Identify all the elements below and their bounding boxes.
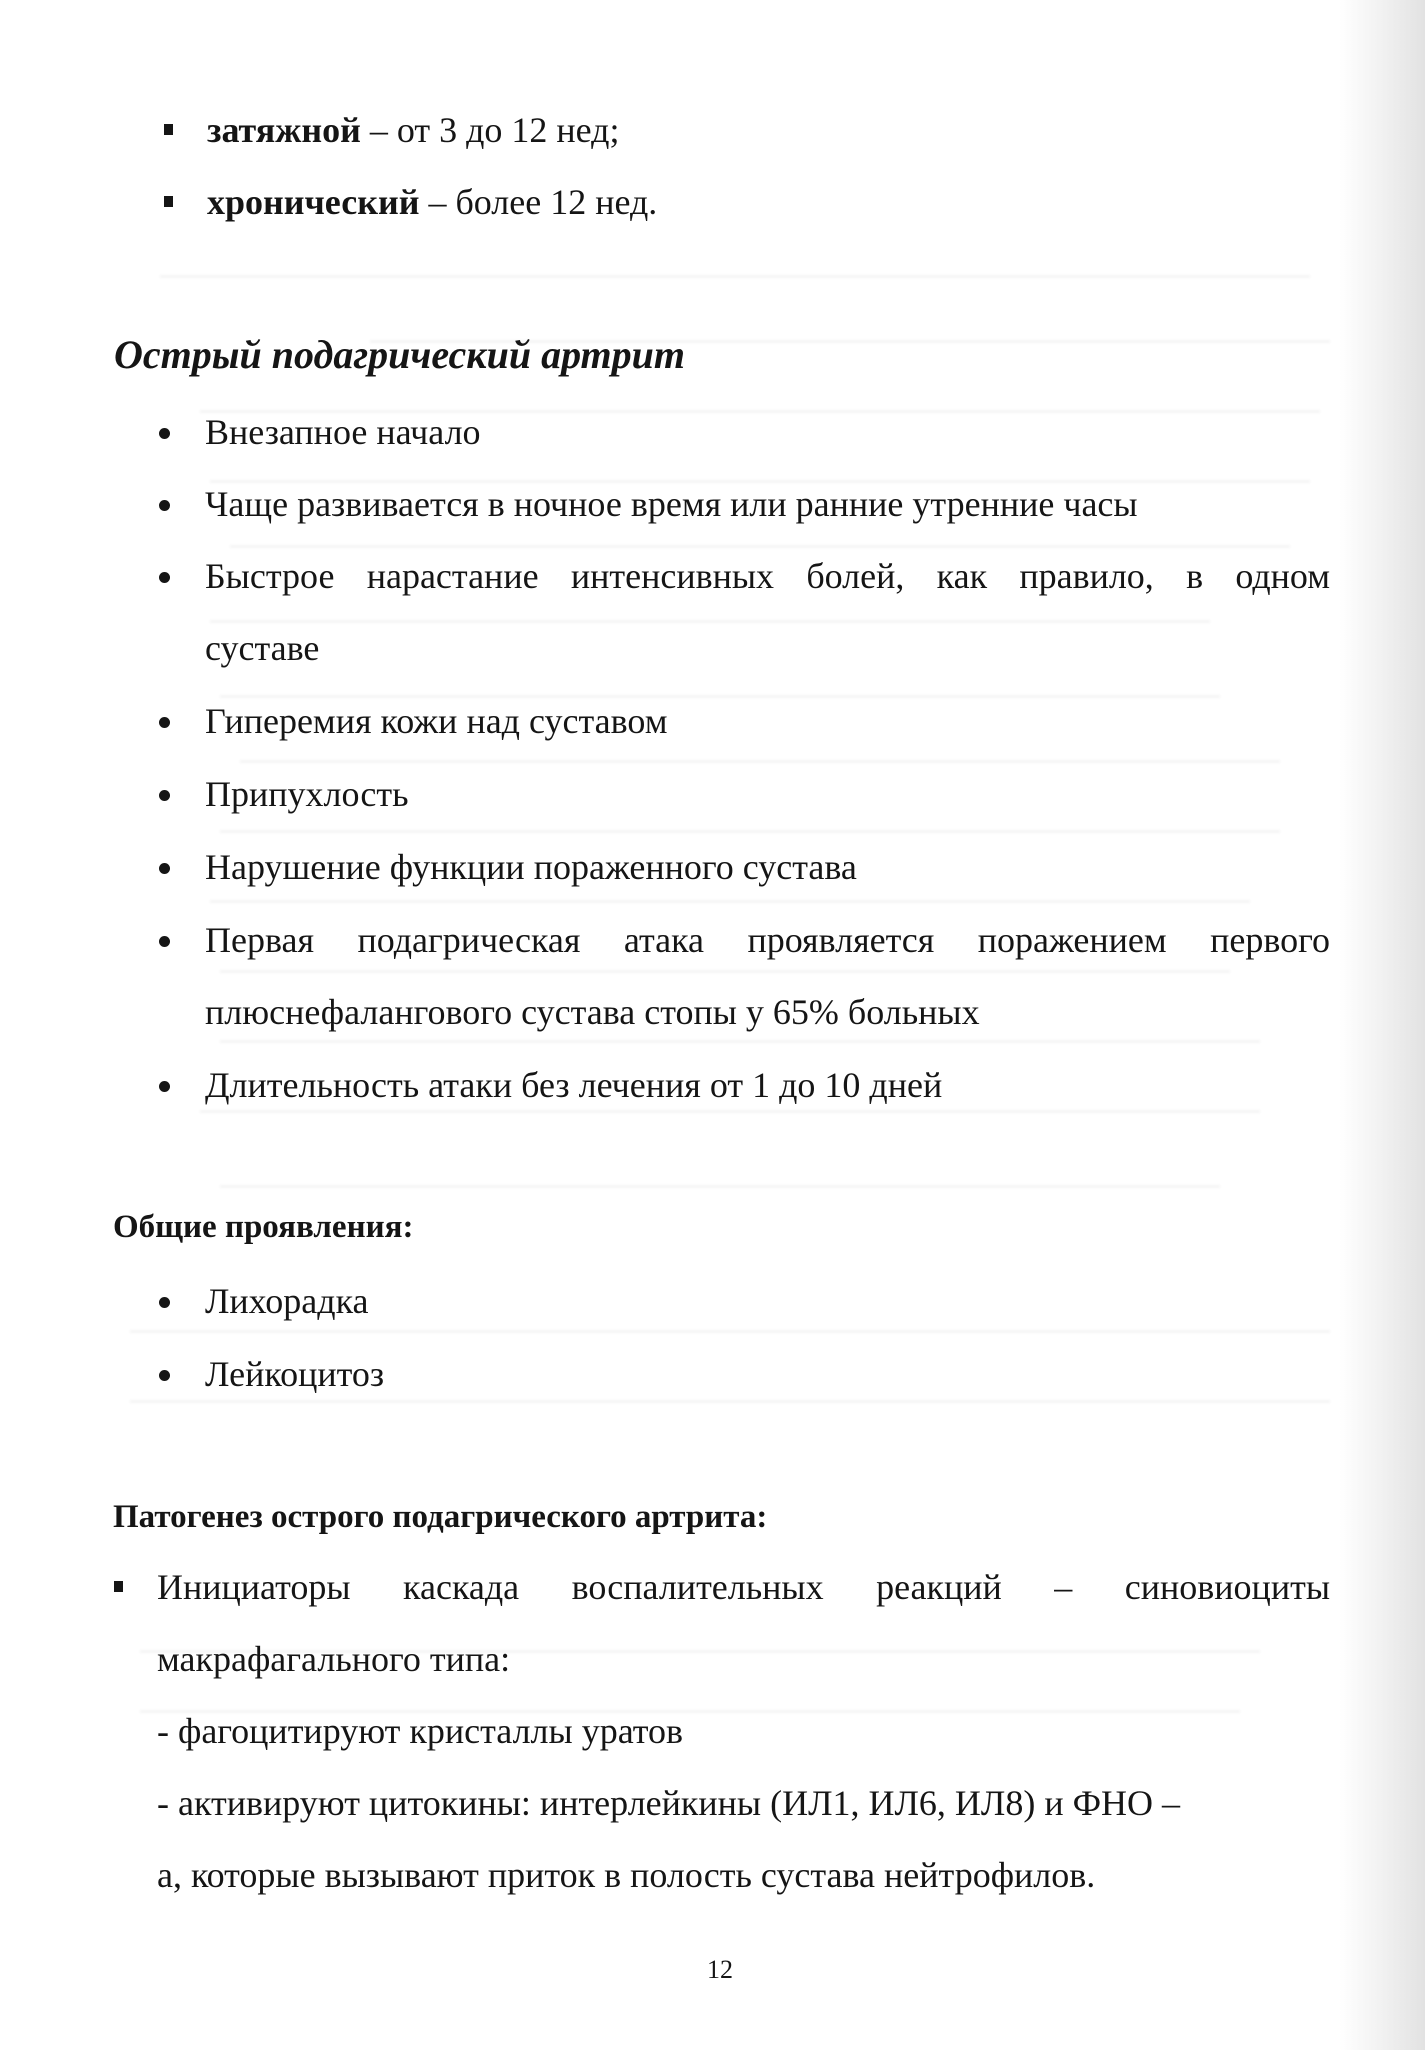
list-item: Гиперемия кожи над суставом (205, 701, 668, 741)
square-bullet-icon (114, 1581, 123, 1592)
paragraph-line: - активируют цитокины: интерлейкины (ИЛ1, ИЛ6, ИЛ8) и ФНО – (157, 1783, 1181, 1823)
page-number: 12 (707, 1955, 733, 1984)
term-prolonged-desc: – от 3 до 12 нед; (360, 110, 620, 150)
round-bullet-icon (159, 863, 170, 874)
paragraph-line: - фагоцитируют кристаллы уратов (157, 1711, 683, 1751)
round-bullet-icon (159, 428, 170, 439)
round-bullet-icon (159, 1081, 170, 1092)
term-prolonged: затяжной (207, 110, 361, 150)
paragraph-line: а, которые вызывают приток в полость сустава нейтрофилов. (157, 1855, 1096, 1895)
round-bullet-icon (159, 572, 170, 583)
list-item: Длительность атаки без лечения от 1 до 10 дней (205, 1065, 943, 1105)
square-bullet-icon (164, 124, 173, 135)
round-bullet-icon (159, 1297, 170, 1308)
list-item: Лейкоцитоз (205, 1354, 385, 1394)
term-chronic: хронический (207, 182, 420, 222)
list-item: Чаще развивается в ночное время или ранние утренние часы (205, 484, 1138, 524)
list-item: Лихорадка (205, 1281, 369, 1321)
section-heading-general: Общие проявления: (113, 1209, 414, 1245)
section-heading-pathogenesis: Патогенез острого подагрического артрита: (113, 1499, 768, 1535)
list-item: Внезапное начало (205, 412, 481, 452)
paragraph-line: Инициаторы каскада воспалительных реакций – синовиоциты (157, 1567, 1330, 1607)
section-heading-acute: Острый подагрический артрит (114, 332, 686, 377)
list-item-chronic (207, 182, 657, 222)
round-bullet-icon (159, 717, 170, 728)
list-item-prolonged (207, 110, 619, 150)
list-item: Припухлость (205, 774, 409, 814)
square-bullet-icon (164, 196, 173, 207)
round-bullet-icon (159, 936, 170, 947)
round-bullet-icon (159, 790, 170, 801)
list-item: Первая подагрическая атака проявляется поражением первого (205, 920, 1330, 960)
paragraph-line: макрафагального типа: (157, 1639, 511, 1679)
round-bullet-icon (159, 500, 170, 511)
list-item: Нарушение функции пораженного сустава (205, 847, 857, 887)
term-chronic-desc: – более 12 нед. (419, 182, 658, 222)
round-bullet-icon (159, 1370, 170, 1381)
list-item: Быстрое нарастание интенсивных болей, как правило, в одном (205, 556, 1330, 596)
list-item-continuation: плюснефалангового сустава стопы у 65% больных (205, 992, 980, 1032)
list-item-continuation: суставе (205, 628, 320, 668)
